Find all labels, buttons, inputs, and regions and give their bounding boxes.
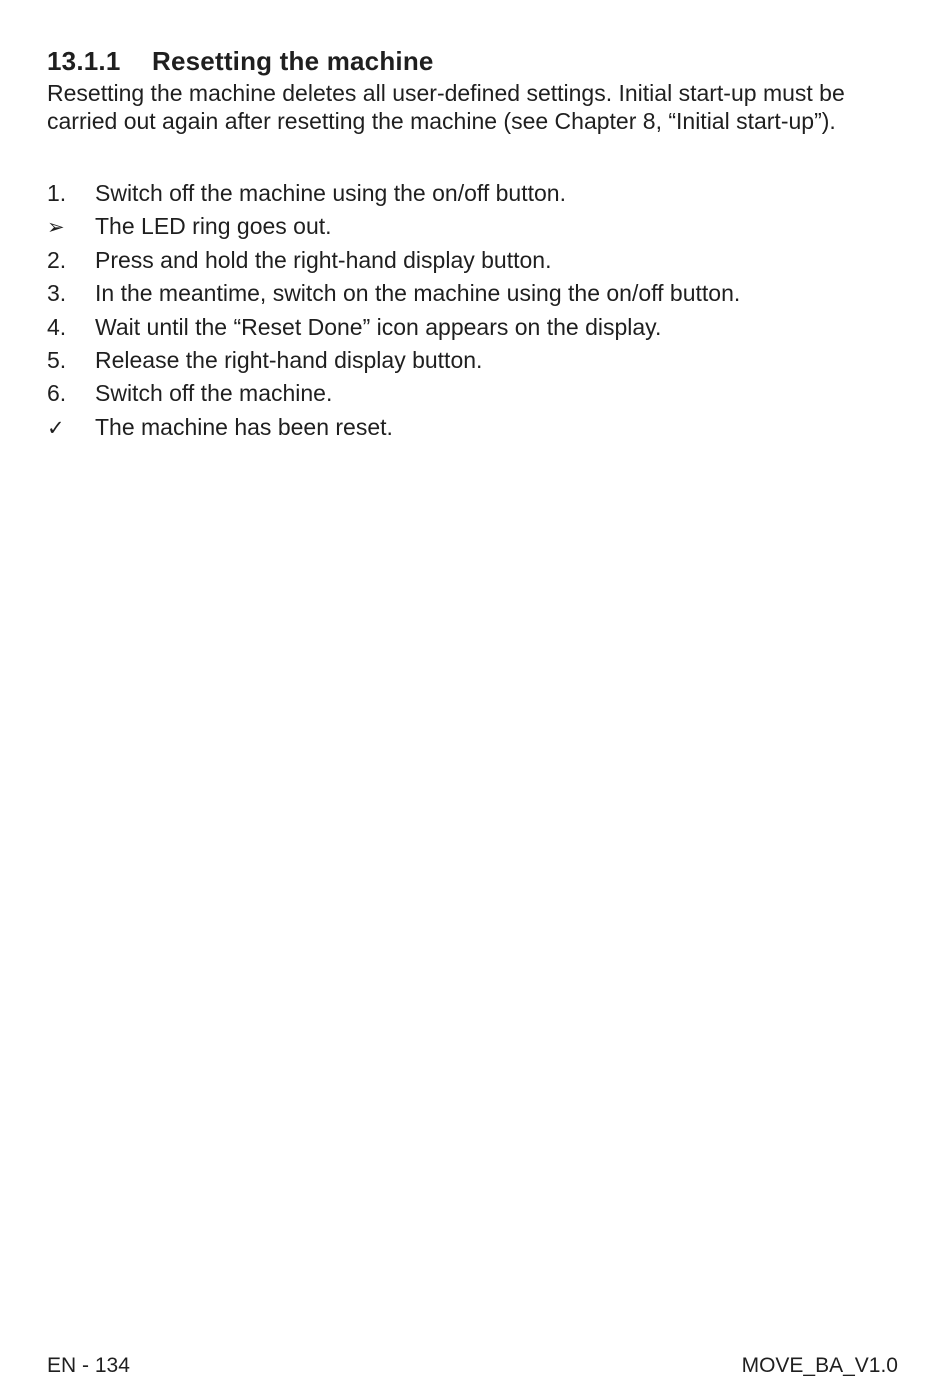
list-item	[47, 377, 907, 410]
intro-paragraph: Resetting the machine deletes all user-defined settings. Initial start-up must be carried out again after resetting the machine (see Chapter 8, “Initial start-up”).	[47, 80, 845, 134]
step-number: 3.	[47, 280, 67, 307]
step-text: Switch off the machine using the on/off button.	[95, 180, 566, 206]
checkmark-icon: ✓	[47, 415, 65, 440]
final-result-text: The machine has been reset.	[95, 413, 393, 440]
section-number: 13.1.1	[47, 46, 121, 76]
step-text: Release the right-hand display button.	[95, 346, 483, 373]
step-number: 2.	[47, 246, 67, 273]
step-result-text: The LED ring goes out.	[95, 213, 332, 240]
instruction-list	[47, 177, 907, 444]
step-text: Press and hold the right-hand display button.	[95, 246, 552, 273]
step-text: Switch off the machine.	[95, 380, 333, 407]
list-item	[47, 311, 907, 344]
page-number: EN - 134	[47, 1354, 130, 1377]
list-item	[47, 277, 907, 310]
step-number: 6.	[47, 380, 67, 407]
step-text: In the meantime, switch on the machine using the on/off button.	[95, 280, 741, 307]
step-number: 4.	[47, 313, 67, 340]
list-item	[47, 411, 907, 444]
step-text: Wait until the “Reset Done” icon appears on the display.	[95, 313, 662, 340]
list-item	[47, 344, 907, 377]
document-id: MOVE_BA_V1.0	[741, 1354, 898, 1377]
step-number: 1.	[47, 180, 67, 206]
step-number: 5.	[47, 346, 67, 373]
section-heading	[47, 44, 434, 78]
list-item	[47, 177, 907, 210]
result-arrow-icon: ➢	[47, 215, 65, 240]
section-title: Resetting the machine	[152, 46, 434, 76]
list-item	[47, 244, 907, 277]
list-item	[47, 210, 907, 243]
